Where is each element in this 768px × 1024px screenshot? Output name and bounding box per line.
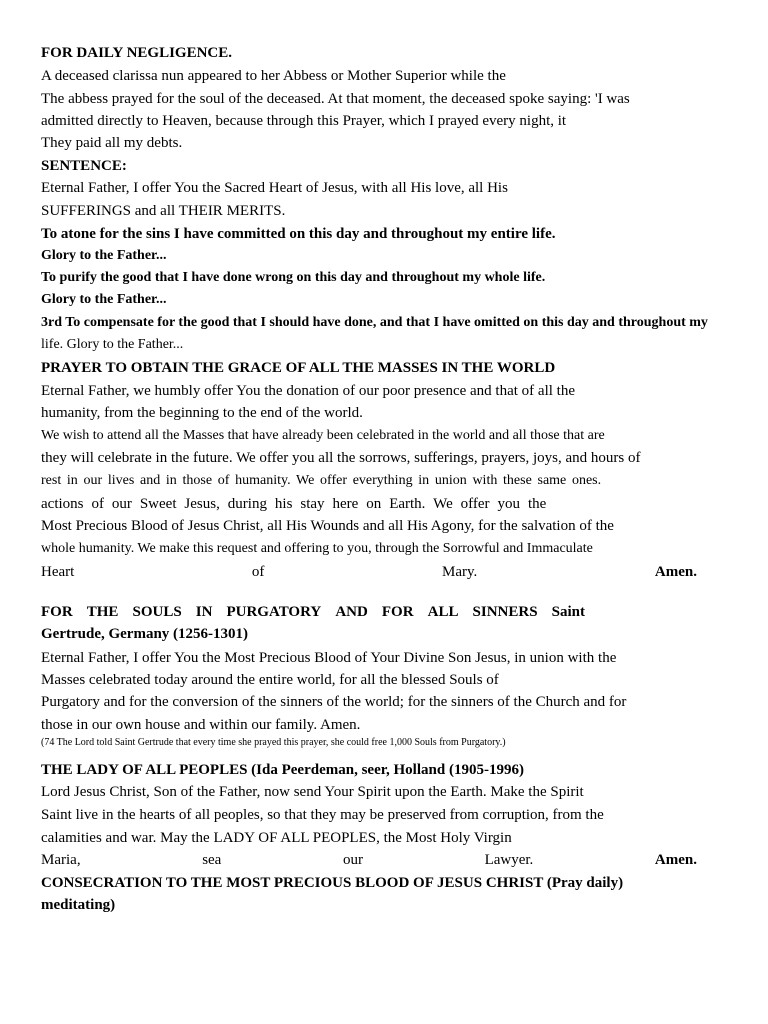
glory-line-1: Glory to the Father... xyxy=(41,248,167,263)
lady-word-sea: sea xyxy=(202,852,222,868)
sentence-line-2: SUFFERINGS and all THEIR MERITS. xyxy=(41,203,286,219)
masses-line-5: rest in our lives and in those of humanity. We offer everything in union with these same ones. xyxy=(41,473,602,488)
consecration-heading-line-2: meditating) xyxy=(41,897,116,913)
negligence-line-2: The abbess prayed for the soul of the deceased. At that moment, the deceased spoke saying: 'I was xyxy=(41,91,630,107)
negligence-line-4: They paid all my debts. xyxy=(41,135,183,151)
glory-line-2: Glory to the Father... xyxy=(41,292,167,307)
negligence-line-1: A deceased clarissa nun appeared to her Abbess or Mother Superior while the xyxy=(41,68,506,84)
purgatory-heading-saint: Saint xyxy=(551,604,585,620)
masses-word-of: of xyxy=(251,564,265,580)
masses-line-4: they will celebrate in the future. We offer you all the sorrows, sufferings, prayers, joys, and hours of xyxy=(41,450,641,466)
purgatory-heading-w5: PURGATORY xyxy=(226,604,322,620)
purgatory-heading-line-2: Gertrude, Germany (1256-1301) xyxy=(41,626,249,642)
masses-word-heart: Heart xyxy=(41,564,75,580)
purgatory-heading-w8: ALL xyxy=(427,604,459,620)
purgatory-heading xyxy=(41,602,585,622)
purify-line: To purify the good that I have done wrong on this day and throughout my whole life. xyxy=(41,270,546,285)
negligence-line-3: admitted directly to Heaven, because through this Prayer, which I prayed every night, it xyxy=(41,113,567,129)
compensate-line: 3rd To compensate for the good that I should have done, and that I have omitted on this day and throughout my xyxy=(41,315,708,330)
atone-line: To atone for the sins I have committed on this day and throughout my entire life. xyxy=(41,226,556,242)
consecration-heading: CONSECRATION TO THE MOST PRECIOUS BLOOD OF JESUS CHRIST (Pray daily) xyxy=(41,875,624,891)
purgatory-line-1: Eternal Father, I offer You the Most Precious Blood of Your Divine Son Jesus, in union with the xyxy=(41,650,617,666)
masses-line-7: Most Precious Blood of Jesus Christ, all His Wounds and all His Agony, for the salvation of the xyxy=(41,518,614,534)
negligence-heading: FOR DAILY NEGLIGENCE. xyxy=(41,45,233,61)
purgatory-line-3: Purgatory and for the conversion of the sinners of the world; for the sinners of the Church and for xyxy=(41,694,627,710)
masses-closing-line xyxy=(41,562,697,582)
sentence-heading: SENTENCE: xyxy=(41,158,127,174)
purgatory-heading-w7: FOR xyxy=(381,604,414,620)
masses-line-6: actions of our Sweet Jesus, during his stay here on Earth. We offer you the xyxy=(41,496,547,512)
sentence-line-1: Eternal Father, I offer You the Sacred Heart of Jesus, with all His love, all His xyxy=(41,180,508,196)
lady-heading: THE LADY OF ALL PEOPLES (Ida Peerdeman, seer, Holland (1905-1996) xyxy=(41,762,524,778)
purgatory-heading-w2: THE xyxy=(86,604,119,620)
purgatory-line-4: those in our own house and within our family. Amen. xyxy=(41,717,361,733)
purgatory-heading-w4: IN xyxy=(195,604,213,620)
compensate-line-end: life. Glory to the Father... xyxy=(41,337,184,352)
masses-word-mary: Mary. xyxy=(442,564,478,580)
lady-line-1: Lord Jesus Christ, Son of the Father, now send Your Spirit upon the Earth. Make the Spirit xyxy=(41,784,584,800)
masses-heading: PRAYER TO OBTAIN THE GRACE OF ALL THE MASSES IN THE WORLD xyxy=(41,360,556,376)
lady-amen: Amen. xyxy=(654,852,697,868)
purgatory-heading-w6: AND xyxy=(335,604,368,620)
masses-line-2: humanity, from the beginning to the end of the world. xyxy=(41,405,363,421)
purgatory-line-2: Masses celebrated today around the entire world, for all the blessed Souls of xyxy=(41,672,499,688)
masses-line-3: We wish to attend all the Masses that have already been celebrated in the world and all those that are xyxy=(41,428,605,443)
lady-word-lawyer: Lawyer. xyxy=(484,852,534,868)
masses-line-8: whole humanity. We make this request and offering to you, through the Sorrowful and Immaculate xyxy=(41,541,593,556)
lady-line-2: Saint live in the hearts of all peoples, so that they may be preserved from corruption, from the xyxy=(41,807,604,823)
purgatory-heading-w9: SINNERS xyxy=(472,604,538,620)
purgatory-footnote: (74 The Lord told Saint Gertrude that every time she prayed this prayer, she could free 1,000 Souls from Purgatory.) xyxy=(41,737,506,748)
lady-word-our: our xyxy=(342,852,363,868)
purgatory-heading-w1: FOR xyxy=(41,604,73,620)
lady-line-3: calamities and war. May the LADY OF ALL PEOPLES, the Most Holy Virgin xyxy=(41,830,512,846)
masses-amen: Amen. xyxy=(654,564,697,580)
lady-closing-line xyxy=(41,850,697,870)
lady-word-maria: Maria, xyxy=(41,852,81,868)
masses-line-1: Eternal Father, we humbly offer You the donation of our poor presence and that of all the xyxy=(41,383,575,399)
purgatory-heading-w3: SOULS xyxy=(132,604,182,620)
